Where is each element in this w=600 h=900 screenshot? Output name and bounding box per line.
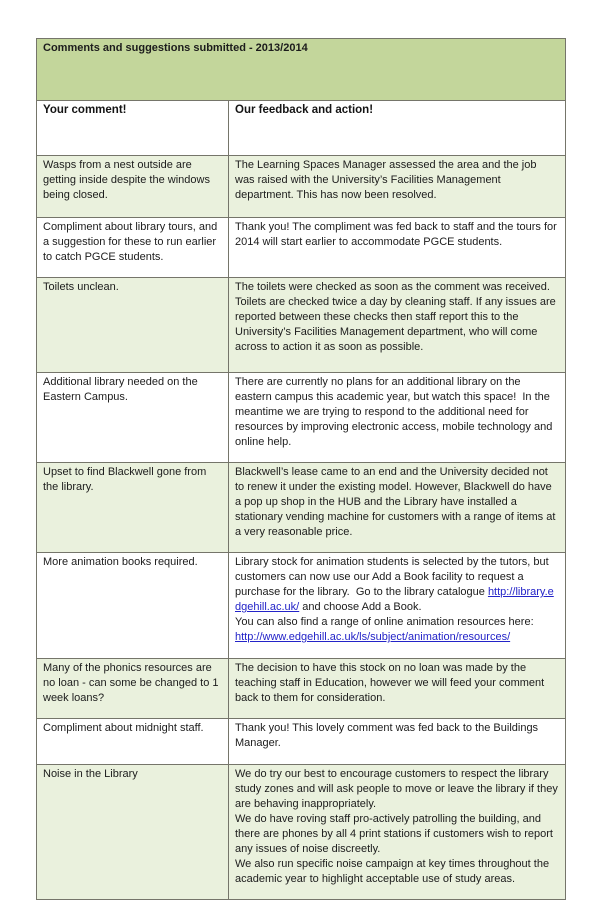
feedback-cell: Library stock for animation students is selected by the tutors, but customers can now use our Add a Book facility to request a purchase for the library. Go to the library catalogue http://library.edgehill.ac.uk/ and choose Add a Book. You can also find a range of online animation resources here: http://www.edgehill.ac.uk/ls/subject/animation/resources/ xyxy=(229,553,566,659)
table-title: Comments and suggestions submitted - 2013/2014 xyxy=(37,39,566,101)
table-row xyxy=(37,278,566,373)
table-row xyxy=(37,373,566,463)
hyperlink[interactable]: http://library.edgehill.ac.uk/ xyxy=(235,586,554,613)
table-header-row xyxy=(37,101,566,156)
table-row xyxy=(37,156,566,218)
table-row xyxy=(37,659,566,719)
feedback-cell: Blackwell’s lease came to an end and the University decided not to renew it under the existing model. However, Blackwell do have a pop up shop in the HUB and the Library have installed a stationary vending machine for customers with a range of items at a very reasonable price. xyxy=(229,463,566,553)
table-row xyxy=(37,463,566,553)
hyperlink[interactable]: http://www.edgehill.ac.uk/ls/subject/animation/resources/ xyxy=(235,631,511,643)
table-row xyxy=(37,719,566,765)
comment-cell: Additional library needed on the Eastern Campus. xyxy=(37,373,229,463)
feedback-cell: The toilets were checked as soon as the comment was received. Toilets are checked twice a day by cleaning staff. If any issues are reported between these checks then staff report this to the University’s Facilities Management department, who will come across to action it as soon as possible. xyxy=(229,278,566,373)
feedback-cell: We do try our best to encourage customers to respect the library study zones and will ask people to move or leave the library if they are behaving inappropriately. We do have roving staff pro-actively patrolling the building, and there are phones by all 4 print stations if customers wish to report any issues of noise discreetly. We also run specific noise campaign at key times throughout the academic year to highlight acceptable use of study areas. xyxy=(229,765,566,900)
comment-cell: Compliment about midnight staff. xyxy=(37,719,229,765)
comment-cell: Toilets unclean. xyxy=(37,278,229,373)
table-body xyxy=(37,156,566,900)
table-title-row xyxy=(37,39,566,101)
comment-cell: Noise in the Library xyxy=(37,765,229,900)
column-header-feedback: Our feedback and action! xyxy=(229,101,566,156)
feedback-cell: There are currently no plans for an additional library on the eastern campus this academic year, but watch this space! In the meantime we are trying to respond to the additional need for resources by improving electronic access, mobile technology and online help. xyxy=(229,373,566,463)
table-row xyxy=(37,765,566,900)
table-row xyxy=(37,553,566,659)
table-row xyxy=(37,218,566,278)
comments-table xyxy=(36,38,566,900)
column-header-comment: Your comment! xyxy=(37,101,229,156)
feedback-cell: Thank you! The compliment was fed back to staff and the tours for 2014 will start earlier to accommodate PGCE students. xyxy=(229,218,566,278)
feedback-cell: The decision to have this stock on no loan was made by the teaching staff in Education, however we will feed your comment back to them for consideration. xyxy=(229,659,566,719)
comment-cell: Wasps from a nest outside are getting inside despite the windows being closed. xyxy=(37,156,229,218)
comment-cell: Many of the phonics resources are no loan - can some be changed to 1 week loans? xyxy=(37,659,229,719)
feedback-cell: The Learning Spaces Manager assessed the area and the job was raised with the University’s Facilities Management department. This has now been resolved. xyxy=(229,156,566,218)
feedback-cell: Thank you! This lovely comment was fed back to the Buildings Manager. xyxy=(229,719,566,765)
comment-cell: Compliment about library tours, and a suggestion for these to run earlier to catch PGCE students. xyxy=(37,218,229,278)
comment-cell: More animation books required. xyxy=(37,553,229,659)
comment-cell: Upset to find Blackwell gone from the library. xyxy=(37,463,229,553)
